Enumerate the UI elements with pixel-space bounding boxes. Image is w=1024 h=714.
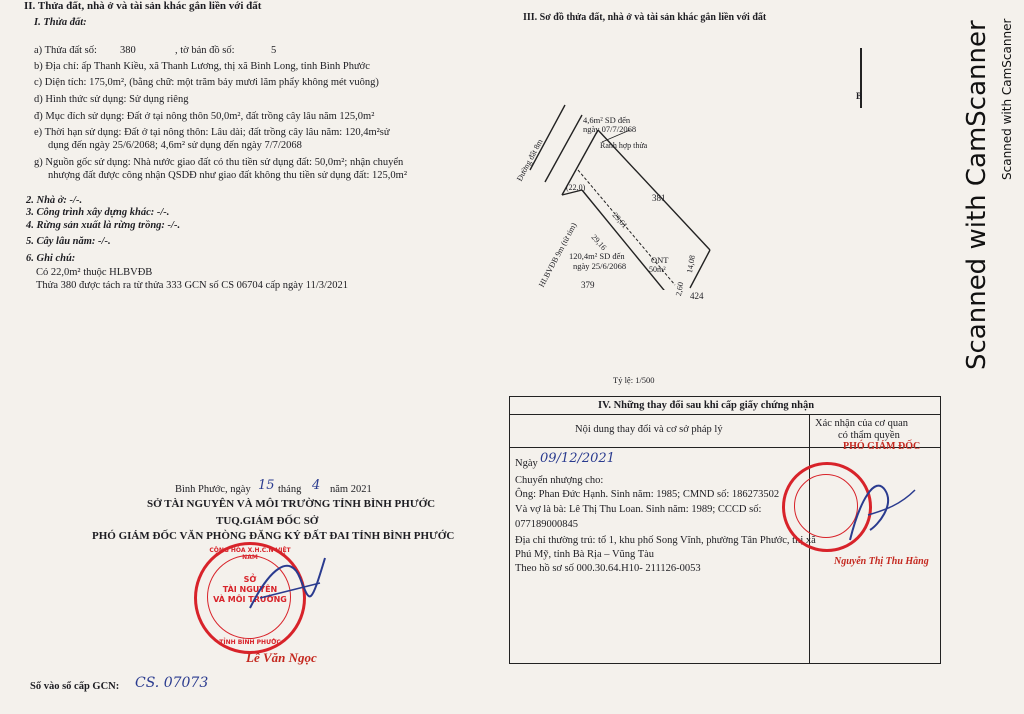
field-term-1: e) Thời hạn sử dụng: Đất ở tại nông thôn: Lâu dài; đất trồng cây lâu năm: 120,4m²sử xyxy=(34,127,390,138)
signature-left xyxy=(240,548,330,618)
field-forest: 4. Rừng sản xuất là rừng trồng: -/-. xyxy=(26,220,181,231)
book-number-value: CS. 07073 xyxy=(135,675,209,691)
north-label: B xyxy=(856,91,863,101)
section-title-3: III. Sơ đồ thửa đất, nhà ở và tài sản khác gắn liền với đất xyxy=(523,12,767,23)
label-road: Đường đất 8m xyxy=(514,137,545,183)
label-hlbvdb: HLBVĐB 9m (từ tim) xyxy=(536,221,579,289)
label-1204m2-date: ngày 25/6/2068 xyxy=(573,261,627,271)
table-col-content: Nội dung thay đổi và cơ sở pháp lý xyxy=(575,424,723,435)
sign-place: Bình Phước, ngày xyxy=(175,484,251,495)
change-line-4: 077189000845 xyxy=(515,519,578,530)
seal-text-2: TÀI NGUYÊN xyxy=(222,585,278,594)
field-origin-1: g) Nguồn gốc sử dụng: Nhà nước giao đất có thu tiền sử dụng đất: 50,0m²; nhận chuyển xyxy=(34,157,404,168)
change-date-value: 09/12/2021 xyxy=(540,451,615,466)
field-origin-2: nhượng đất được công nhận QSDĐ như giao đất không thu tiền sử dụng đất: 125,0m² xyxy=(48,170,407,181)
subsection-parcel: I. Thửa đất: xyxy=(34,17,87,28)
book-number-label: Số vào sổ cấp GCN: xyxy=(30,681,120,692)
label-boundary: Ranh hợp thửa xyxy=(600,141,648,150)
change-line-2: Ông: Phan Đức Hạnh. Sinh năm: 1985; CMND số: 186273502 xyxy=(515,489,780,500)
label-parcel-381: 381 xyxy=(652,193,666,203)
dim-2961: 29,61 xyxy=(610,210,630,231)
sign-year: năm 2021 xyxy=(330,484,372,495)
dim-22: (22,0) xyxy=(566,183,586,192)
field-notes-title: 6. Ghi chú: xyxy=(26,253,76,264)
change-line-7: Theo hồ sơ số 000.30.64.H10- 211126-0053 xyxy=(515,563,701,574)
map-scale: Tỷ lệ: 1/500 xyxy=(613,375,655,385)
dim-1408: 14,08 xyxy=(684,254,697,274)
field-parcel-label: a) Thửa đất số: xyxy=(34,45,97,56)
signature-right xyxy=(830,470,920,550)
camscanner-watermark: Scanned with CamScanner xyxy=(962,20,992,370)
field-map-label: , tờ bản đồ số: xyxy=(175,45,235,56)
field-map-value: 5 xyxy=(271,45,277,56)
note-line-2: Thửa 380 được tách ra từ thửa 333 GCN số CS 06704 cấp ngày 11/3/2021 xyxy=(36,280,348,291)
signer-name-left: Lê Văn Ngọc xyxy=(246,650,317,665)
label-parcel-424: 424 xyxy=(690,291,704,301)
seal-text-3: VÀ MÔI TRƯỜNG xyxy=(213,595,287,604)
confirm-stamp-title: PHÓ GIÁM ĐỐC xyxy=(843,441,921,452)
signer-name-right: Nguyễn Thị Thu Hằng xyxy=(834,556,929,567)
field-area: c) Diện tích: 175,0m², (bằng chữ: một trăm bảy mươi lăm phẩy không mét vuông) xyxy=(34,77,379,88)
field-use-form: d) Hình thức sử dụng: Sử dụng riêng xyxy=(34,94,189,105)
label-parcel-379: 379 xyxy=(581,280,595,290)
camscanner-watermark-small: Scanned with CamScanner xyxy=(1000,18,1014,180)
section-title-2: II. Thửa đất, nhà ở và tài sản khác gắn liền với đất xyxy=(24,0,262,12)
org-name: SỞ TÀI NGUYÊN VÀ MÔI TRƯỜNG TỈNH BÌNH PHƯỚC xyxy=(147,498,436,510)
table-col-confirm-2: có thẩm quyền xyxy=(838,430,900,441)
field-term-2: dụng đến ngày 25/6/2068; 4,6m² sử dụng đến ngày 7/7/2068 xyxy=(48,140,302,151)
seal-text-1: SỞ xyxy=(243,575,257,584)
sign-month-label: tháng xyxy=(278,484,302,495)
dim-2916: 29,16 xyxy=(589,232,609,253)
field-parcel-value: 380 xyxy=(120,45,136,56)
label-46m2: 4,6m² SD đến xyxy=(583,115,631,125)
label-ont: ONT xyxy=(651,255,669,265)
change-line-5: Địa chỉ thường trú: tổ 1, khu phố Song Vĩnh, phường Tân Phước, thị xã xyxy=(515,535,816,546)
field-use-purpose: đ) Mục đích sử dụng: Đất ở tại nông thôn 50,0m², đất trồng cây lâu năm 125,0m² xyxy=(34,111,375,122)
dim-260: 2,60 xyxy=(673,281,686,297)
change-line-3: Và vợ là bà: Lê Thị Thu Loan. Sinh năm: 1989; CCCD số: xyxy=(515,504,762,515)
field-other-works: 3. Công trình xây dựng khác: -/-. xyxy=(26,207,170,218)
field-house: 2. Nhà ở: -/-. xyxy=(26,195,83,206)
field-perennial: 5. Cây lâu năm: -/-. xyxy=(26,236,111,247)
org-authority: TUQ.GIÁM ĐỐC SỞ xyxy=(216,515,319,527)
field-address: b) Địa chỉ: ấp Thanh Kiều, xã Thanh Lương, thị xã Bình Long, tỉnh Bình Phước xyxy=(34,61,370,72)
org-signer-title: PHÓ GIÁM ĐỐC VĂN PHÒNG ĐĂNG KÝ ĐẤT ĐAI TỈNH BÌNH PHƯỚC xyxy=(92,530,455,542)
table-title: IV. Những thay đổi sau khi cấp giấy chứng nhận xyxy=(598,400,815,411)
label-46m2-date: ngày 07/7/2068 xyxy=(583,124,637,134)
label-1204m2: 120,4m² SD đến xyxy=(569,251,625,261)
seal-top-text: CỘNG HÒA X.H.C.N VIỆT NAM xyxy=(209,547,291,561)
change-date-label: Ngày xyxy=(515,458,538,469)
sign-month: 4 xyxy=(312,478,321,493)
label-ont-area: 50m² xyxy=(649,265,666,274)
note-line-1: Có 22,0m² thuộc HLBVĐB xyxy=(36,267,153,278)
change-line-1: Chuyển nhượng cho: xyxy=(515,475,604,486)
table-col-confirm-1: Xác nhận của cơ quan xyxy=(815,418,909,429)
change-line-6: Phú Mỹ, tỉnh Bà Rịa – Vũng Tàu xyxy=(515,549,655,560)
sign-day: 15 xyxy=(258,478,275,493)
seal-bottom-text: TỈNH BÌNH PHƯỚC xyxy=(219,639,281,646)
